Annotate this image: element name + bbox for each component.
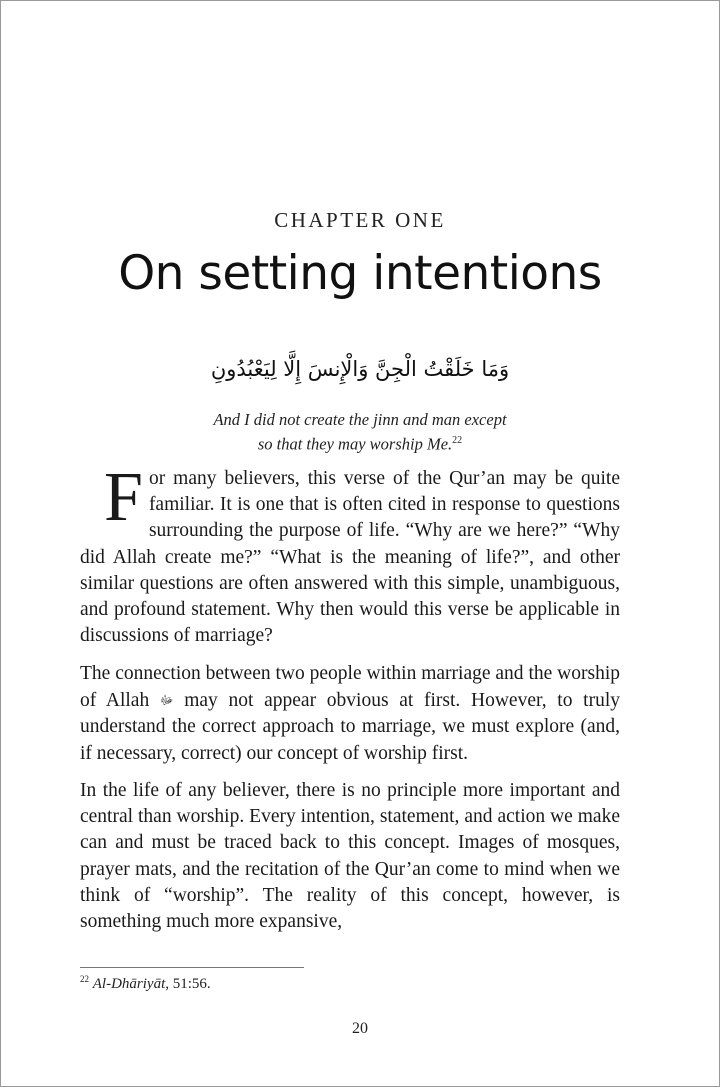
paragraph-3: In the life of any believer, there is no principle more important and central than worship. Every intention, statement, and action we make can and must be traced back to this concept. Images of mosques, prayer mats, and the recitation of the Qur’an come to mind when we think of “worship”. The reality of this concept, however, is something much more expansive, [80,780,620,933]
paragraph-1 [80,459,620,649]
translation-line-1: And I did not create the jinn and man except [213,410,507,429]
footnote-reference[interactable]: 22 [452,435,463,446]
page-number: 20 [352,1020,368,1037]
drop-cap: F [104,459,143,536]
honorific-glyph: ﷻ [159,693,174,708]
paragraph-1-text: or many believers, this verse of the Qur’an may be quite familiar. It is one that is often cited in response to questions surrounding the purpose of life. “Why are we here?” “Why did Allah create me?” “What is the meaning of life?”, and other similar questions are often answered with this simple, unambiguous, and profound statement. Why then would this verse be applicable in discussions of marriage? [80,468,620,647]
footnote-reference-text: , 51:56. [165,976,211,992]
footnote-source: Al-Dhāriyāt [92,976,166,992]
paragraph-2 [80,661,620,767]
footnote-divider [80,967,304,968]
footnote-number: 22 [80,974,89,984]
paragraph-2-text-before: The connection between two people within marriage and the worship of Allah [80,663,620,712]
chapter-title: On setting intentions [118,246,602,301]
arabic-verse: وَمَا خَلَقْتُ الْجِنَّ وَالْإِنسَ إِلَّا لِيَعْبُدُونِ [210,357,510,381]
translation-line-2 [0,430,720,455]
paragraph-2-text-after: may not appear obvious at first. However, to truly understand the correct approach to marriage, we must explore (and, if necessary, correct) our concept of worship first. [80,690,621,764]
translation-line-2-text: so that they may worship Me. [257,434,453,454]
footnote [80,974,211,993]
verse-translation [0,409,720,455]
chapter-label: CHAPTER ONE [274,208,446,232]
